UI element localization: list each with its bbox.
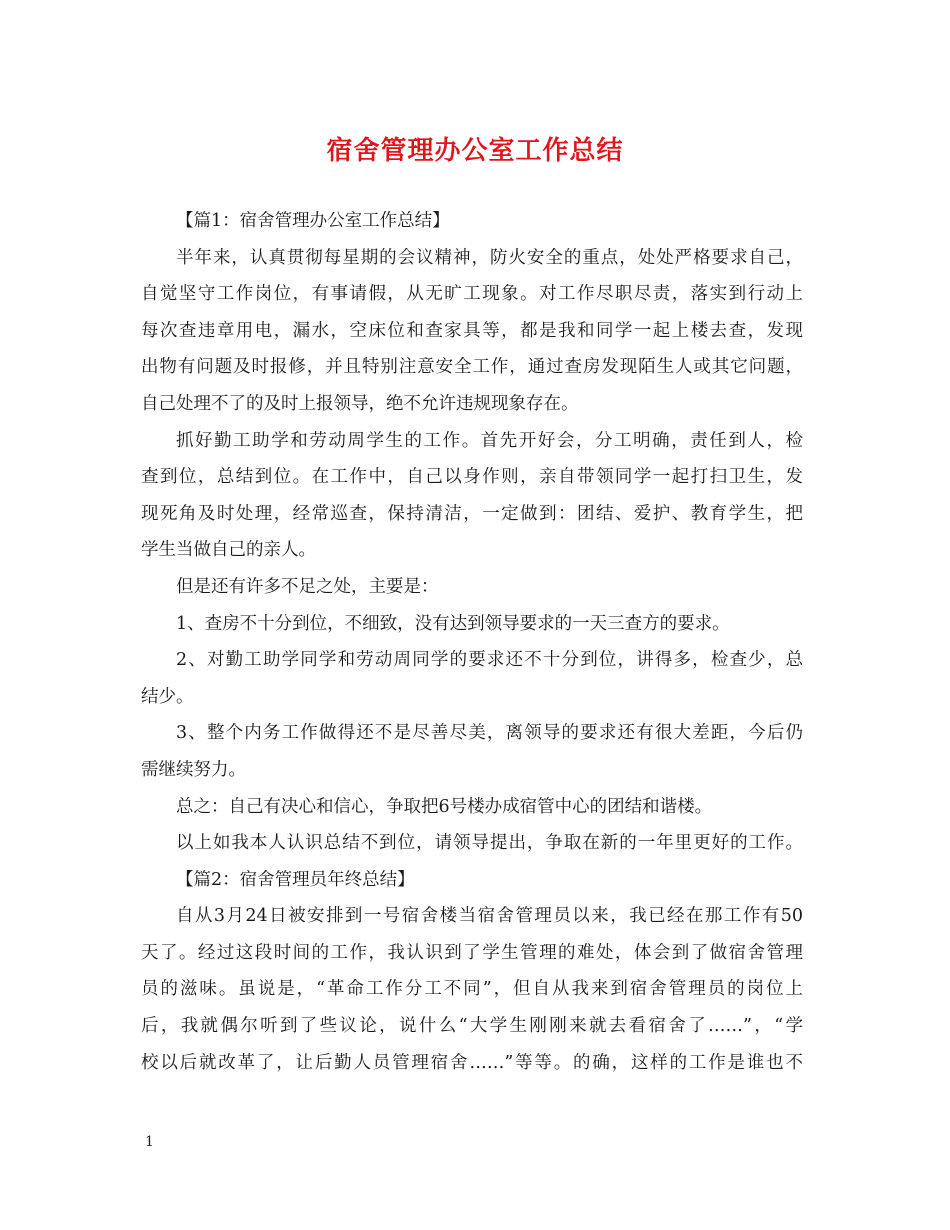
text-line: 出物有问题及时报修，并且特别注意安全工作，通过查房发现陌生人或其它问题， [141, 357, 803, 378]
text-line: 自己处理不了的及时上报领导，绝不允许违规现象存在。 [141, 393, 579, 414]
text-line: 2、对勤工助学同学和劳动周同学的要求还不十分到位，讲得多，检查少，总 [176, 650, 803, 671]
text-line: 总之：自己有决心和信心，争取把6号楼办成宿管中心的团结和谐楼。 [176, 796, 713, 817]
text-line: 结少。 [141, 686, 194, 707]
text-line: 抓好勤工助学和劳动周学生的工作。首先开好会，分工明确，责任到人，检 [176, 430, 803, 451]
text-line: 需继续努力。 [141, 759, 246, 780]
text-line: 现死角及时处理，经常巡查，保持清洁，一定做到：团结、爱护、教育学生，把 [141, 503, 803, 524]
text-line: 3、整个内务工作做得还不是尽善尽美，离领导的要求还有很大差距，今后仍 [176, 723, 803, 744]
text-line: 【篇1：宿舍管理办公室工作总结】 [176, 211, 450, 231]
document-body [141, 203, 803, 1081]
text-line: 但是还有许多不足之处，主要是： [176, 576, 439, 597]
text-line: 员的滋味。虽说是，“革命工作分工不同”，但自从我来到宿舍管理员的岗位上 [141, 979, 803, 1000]
text-line: 【篇2：宿舍管理员年终总结】 [176, 869, 415, 890]
text-line: 校以后就改革了，让后勤人员管理宿舍……”等等。的确，这样的工作是谁也不 [141, 1052, 803, 1073]
page-number: 1 [145, 1134, 154, 1150]
document-title: 宿舍管理办公室工作总结 [326, 136, 624, 166]
text-line: 以上如我本人认识总结不到位，请领导提出，争取在新的一年里更好的工作。 [176, 833, 803, 854]
text-line: 每次查违章用电，漏水，空床位和查家具等，都是我和同学一起上楼去查，发现 [141, 320, 803, 341]
text-line: 自觉坚守工作岗位，有事请假，从无旷工现象。对工作尽职尽责，落实到行动上 [141, 284, 803, 305]
text-line: 查到位，总结到位。在工作中，自己以身作则，亲自带领同学一起打扫卫生，发 [141, 467, 803, 488]
text-line: 自从3月24日被安排到一号宿舍楼当宿舍管理员以来，我已经在那工作有50 [176, 906, 803, 927]
text-line: 1、查房不十分到位，不细致，没有达到领导要求的一天三查方的要求。 [176, 613, 730, 634]
text-line: 后，我就偶尔听到了些议论，说什么“大学生刚刚来就去看宿舍了……”，“学 [141, 1016, 803, 1037]
text-line: 半年来，认真贯彻每星期的会议精神，防火安全的重点，处处严格要求自己， [176, 247, 803, 268]
text-line: 学生当做自己的亲人。 [141, 540, 316, 561]
text-line: 天了。经过这段时间的工作，我认识到了学生管理的难处，体会到了做宿舍管理 [141, 942, 803, 963]
